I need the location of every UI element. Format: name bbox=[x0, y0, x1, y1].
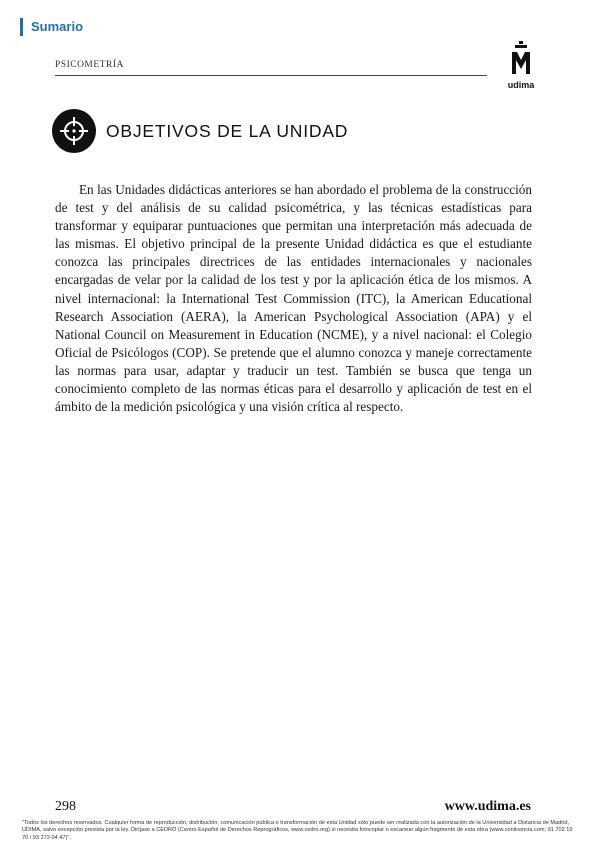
website-link[interactable]: www.udima.es bbox=[444, 799, 531, 814]
sumario-link[interactable]: Sumario bbox=[20, 18, 83, 36]
header-rule bbox=[55, 75, 487, 76]
body-paragraph: En las Unidades didácticas anteriores se han abordado el problema de la construcción de test y del análisis de su calidad psicométrica, y las técnicas estadísticas para transformar y equiparar puntuaciones que permitan una interpretación más adecuada de las mismas. El objetivo principal de la presente Unidad didáctica es que el estudiante conozca las principales directrices de las entidades internacionales y nacionales encargadas de velar por la calidad de los test y por la aplicación ética de los mismos. A nivel internacional: la International Test Commission (ITC), la American Educational Research Association (AERA), la American Psychological Association (APA) y el National Council on Measurement in Education (NCME), y a nivel nacional: el Colegio Oficial de Psicólogos (COP). Se pretende que el alumno conozca y maneje correctamente las normas para usar, adaptar y traducir un test. También se busca que tenga un conocimiento completo de las normas éticas para el desarrollo y aplicación de test en el ámbito de la medición psicológica y una visión crítica al respecto. bbox=[55, 182, 532, 415]
logo-wordmark: udima bbox=[507, 80, 535, 90]
crosshair-target-icon bbox=[52, 109, 96, 153]
legal-notice: "Todos los derechos reservados. Cualquier forma de reproducción, distribución, comunicación pública o transformación de esta Unidad sólo puede ser realizada con la autorización de la Universidad a Distancia de Madrid, UDIMA, salvo excepción prevista por la ley. Diríjase a CEDRO (Centro Español de Derechos Reprográficos, www.cedro.org) si necesita fotocopiar o escanear algún fragmento de esta obra (www.conlicencia.com; 91 702 19 70 / 93 272 04 47)". bbox=[22, 820, 573, 841]
page-number: 298 bbox=[55, 799, 76, 814]
running-head: PSICOMETRÍA bbox=[55, 60, 124, 70]
section-title: OBJETIVOS DE LA UNIDAD bbox=[106, 121, 349, 141]
